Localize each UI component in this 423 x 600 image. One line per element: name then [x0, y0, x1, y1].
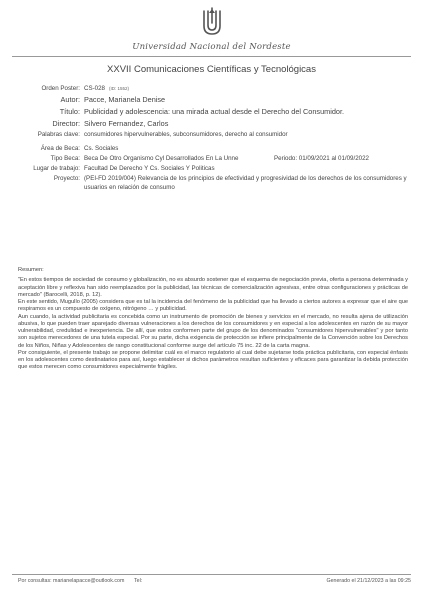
autor-value: Pacce, Marianela Denise — [84, 95, 166, 104]
field-area-beca — [12, 144, 412, 153]
abstract-paragraph: Por consiguiente, el presente trabajo se propone delimitar cuál es el marco regulatorio al cual debe sujetarse toda práctica publicitaria, con especial énfasis en los adolescentes como destinatarios para así, luego establecer si dichos parámetros resultan suficientes y eficaces para garantizar la debida protección que estos merecen como consumidores especialmente frágiles. — [18, 349, 408, 371]
palabras-clave-label: Palabras clave: — [37, 131, 80, 138]
field-autor — [12, 95, 412, 104]
director-value: Silvero Fernandez, Carlos — [84, 119, 169, 128]
footer-divider — [12, 574, 411, 575]
lugar-trabajo-label: Lugar de trabajo: — [33, 165, 80, 172]
periodo — [274, 154, 369, 163]
field-lugar-trabajo — [12, 164, 412, 173]
lugar-trabajo-value: Facultad De Derecho Y Cs. Sociales Y Politicas — [84, 165, 215, 172]
field-palabras-clave — [12, 130, 412, 139]
area-beca-label: Área de Beca: — [40, 145, 80, 152]
abstract-heading: Resumen: — [18, 267, 44, 273]
proyecto-value: (PEI-FD 2019/004) Relevancia de los principios de efectividad y progresividad de los derechos de los consumidores y usuarios en relación de consumo — [84, 175, 407, 191]
proyecto-label: Proyecto: — [53, 175, 80, 182]
orden-poster-value — [84, 84, 129, 93]
area-beca-value: Cs. Sociales — [84, 145, 119, 152]
abstract — [18, 267, 408, 372]
tipo-beca-label: Tipo Beca: — [50, 155, 80, 162]
field-tipo-beca — [12, 154, 412, 163]
abstract-paragraph: En este sentido, Mugullo (2005) considera que es tal la incidencia del fenómeno de la publicidad que ha llevado a ciertos autores a expresar que el aire que respiramos es un compuesto de oxígeno, nitrógeno … y publicidad. — [18, 299, 408, 313]
field-director — [12, 119, 412, 128]
poster-id: (ID: 1552) — [108, 86, 129, 91]
orden-poster-label: Orden Poster: — [41, 85, 80, 92]
periodo-label: Periodo: — [274, 155, 298, 162]
orden-poster-code: CS-028 — [84, 85, 105, 92]
director-label: Director: — [52, 119, 80, 128]
abstract-paragraph: "En estos tiempos de sociedad de consumo y globalización, no es absurdo sostener que el esquema de negociación previa, oferta a persona determinada y aceptación libre y reflexiva han sido reemplazados por la publicidad, las técnicas de comercialización agresivas, entre otras configuraciones y prácticas de mercado" (Barocelli, 2018, p. 12). — [18, 277, 408, 298]
conference-title: XXVII Comunicaciones Científicas y Tecnológicas — [107, 64, 316, 75]
abstract-paragraph: Aun cuando, la actividad publicitaria es concebida como un instrumento de promoción de bienes y servicios en el mercado, no resulta ajena de utilización abusiva, lo que pueden traer aparejado diversas vulneraciones a los derechos de los consumidores y en especial a los adolescentes en razón de su mayor vulnerabilidad, credulidad e inexperiencia. De allí, que estos conformen parte del grupo de los denominados "consumidores hipervulnerables" y por tanto son sujetos merecedores de una tutela especial. Por su parte, dicha exigencia de protección se infiere principalmente de la Convención sobre los Derechos de los Niños, Niñas y Adolescentes de rango constitucional conforme surge del artículo 75 inc. 22 de la carta magna. — [18, 313, 408, 349]
unne-logo-icon — [196, 6, 228, 40]
autor-label: Autor: — [60, 95, 80, 104]
field-titulo — [12, 107, 412, 116]
titulo-value: Publicidad y adolescencia: una mirada actual desde el Derecho del Consumidor. — [84, 107, 345, 116]
palabras-clave-value: consumidores hipervulnerables, subconsumidores, derecho al consumidor — [84, 131, 288, 138]
contact-tel: Tel: — [134, 578, 143, 584]
field-proyecto — [12, 174, 412, 194]
generated-date: Generado el 21/12/2023 a las 09:25 — [326, 578, 411, 584]
tipo-beca-value: Beca De Otro Organismo Cyl Desarrollados En La Unne — [84, 155, 239, 162]
university-logo — [0, 6, 423, 40]
periodo-value: 01/09/2021 al 01/09/2022 — [298, 155, 369, 162]
university-name: Universidad Nacional del Nordeste — [132, 42, 291, 52]
field-orden-poster — [12, 84, 412, 93]
contact-email: Por consultas: marianelapacce@outlook.com — [18, 578, 125, 584]
titulo-label: Título: — [59, 107, 80, 116]
header-divider — [12, 56, 411, 57]
